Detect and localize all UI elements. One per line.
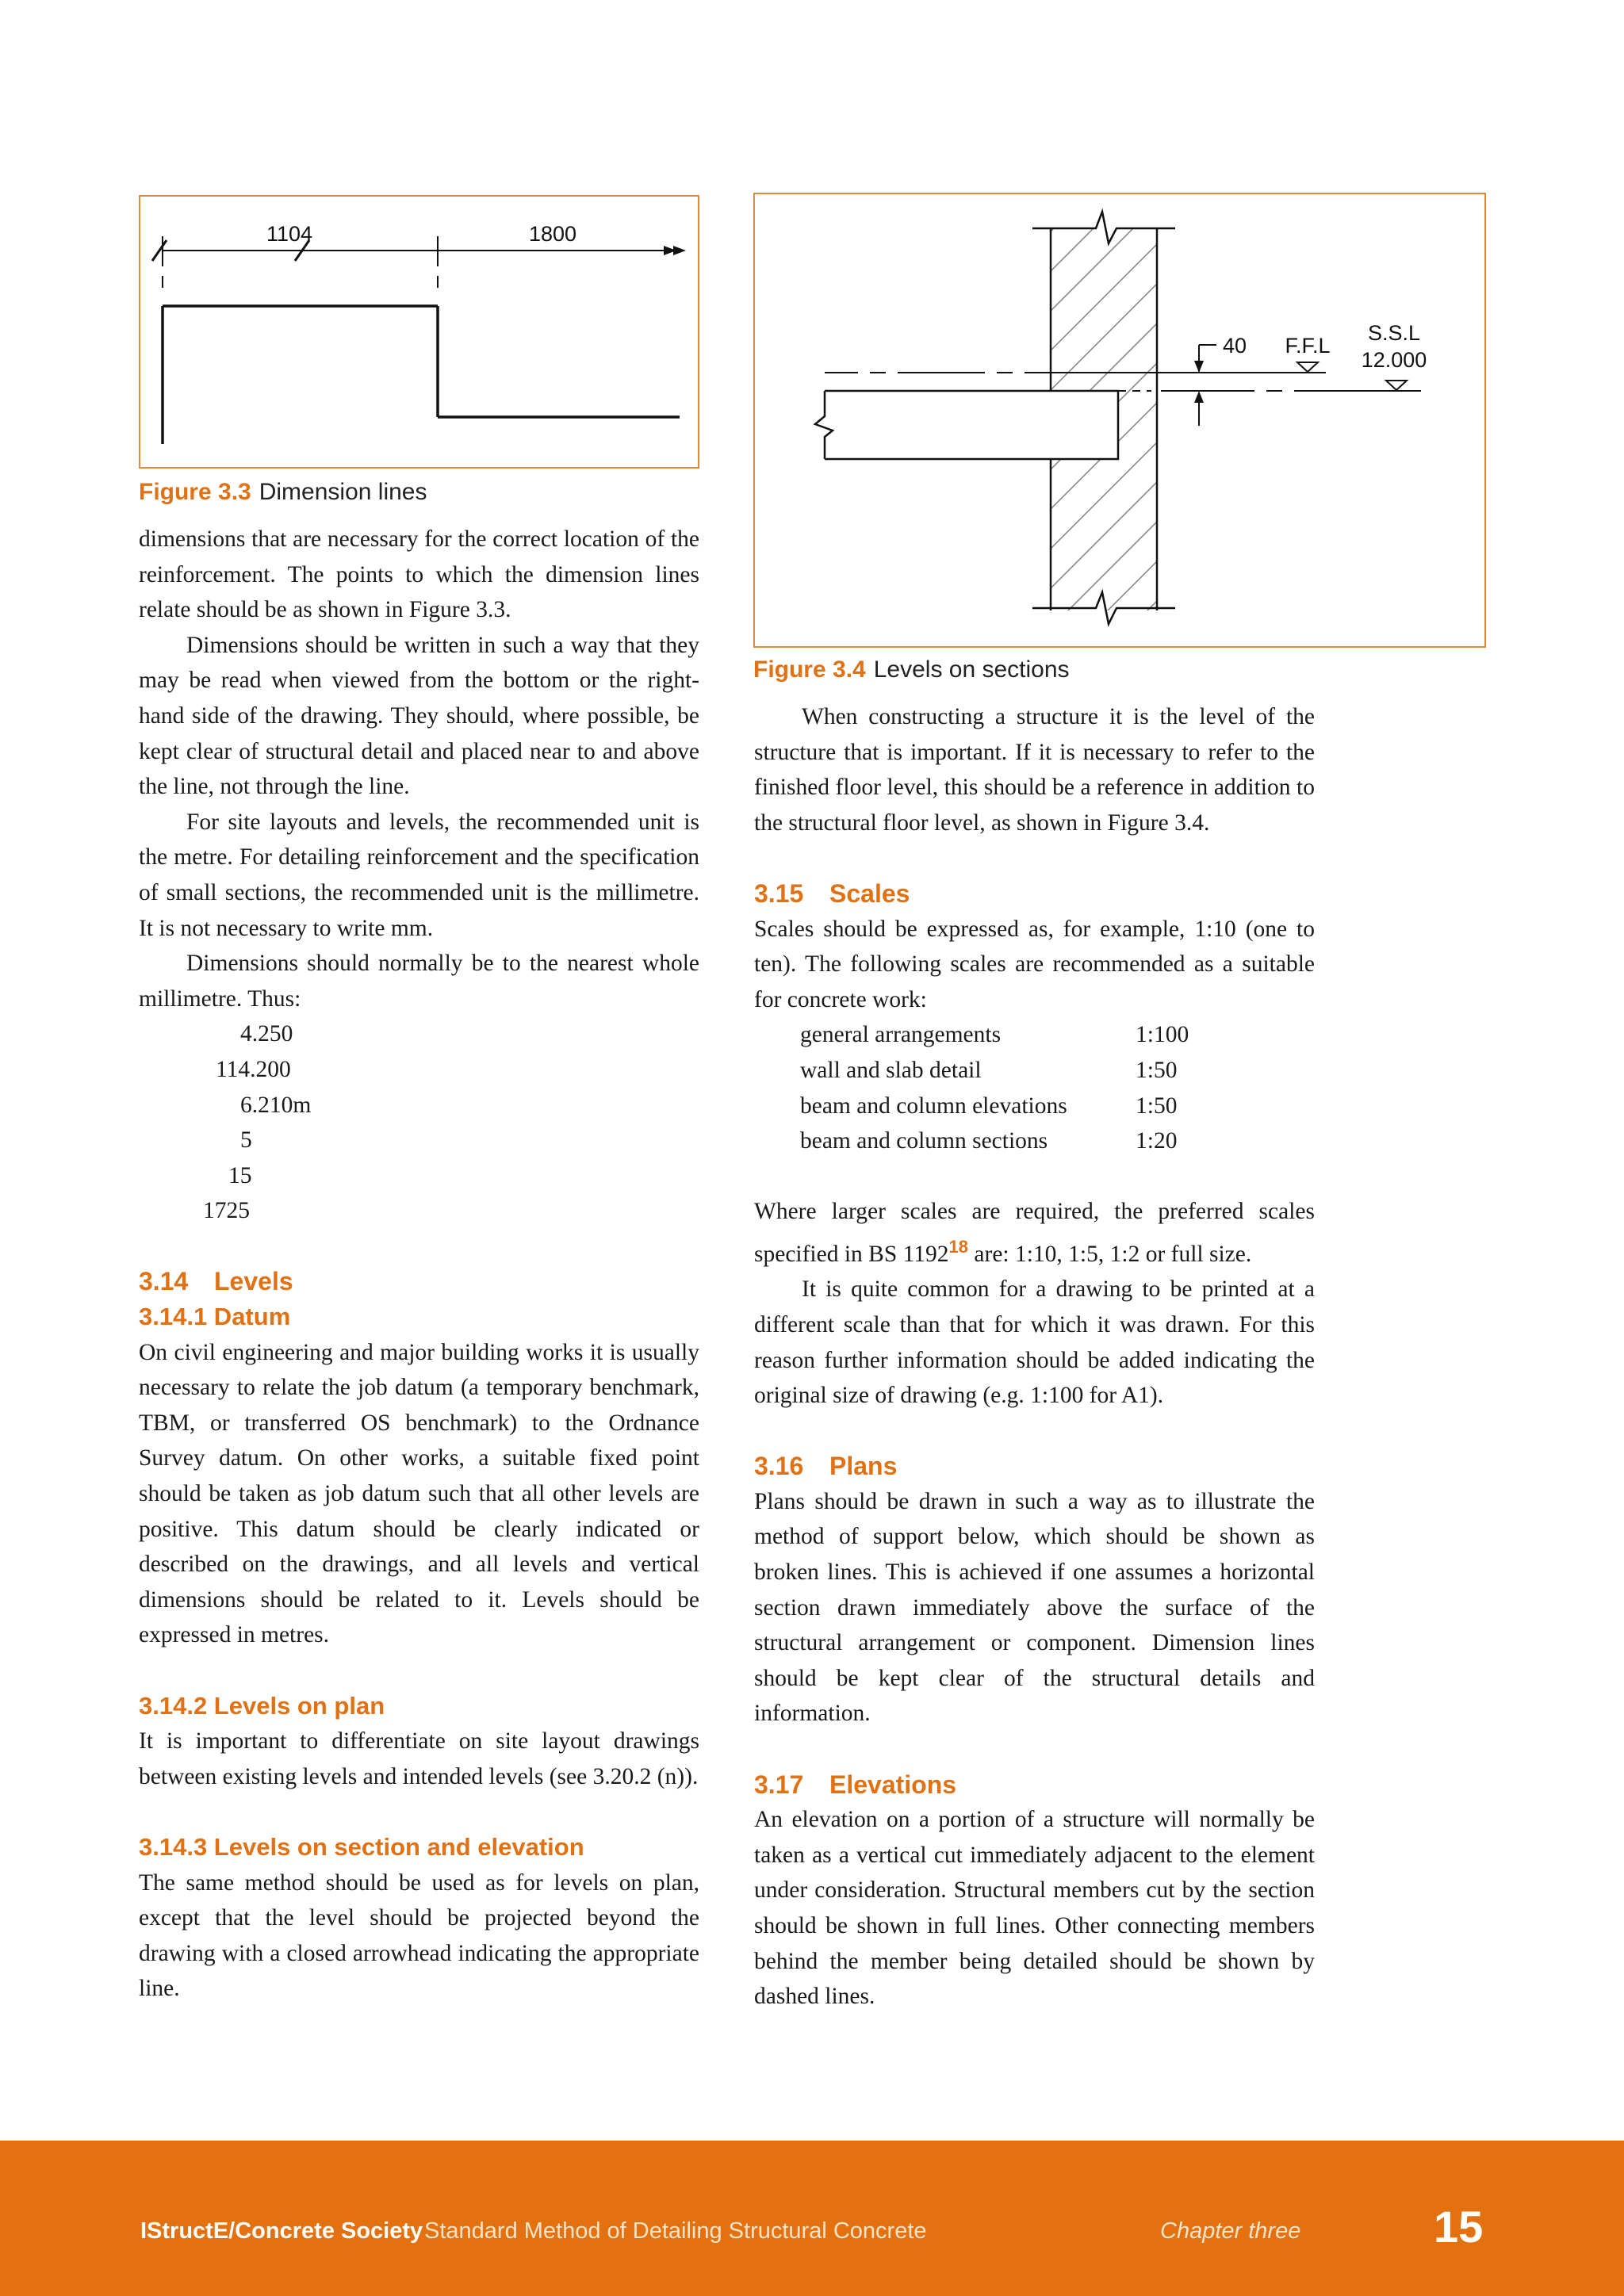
paragraph: An elevation on a portion of a structure will normally be taken as a vertical cut immediately adjacent to the element under consideration. Structural members cut by the section should be shown in full lines. Other connecting members behind the member being detailed should be shown by dashed lines. xyxy=(754,1807,1315,2010)
scale-row: wall and slab detail 1:50 xyxy=(800,1057,1178,1083)
dimension-example: 5 xyxy=(240,1127,252,1154)
paragraph: Scales should be expressed as, for example, 1:10 (one to ten). The following scales are recommended as a suitable for concrete work: xyxy=(754,916,1315,1012)
levels-on-sections-diagram xyxy=(755,194,1488,649)
paragraph: It is quite common for a drawing to be printed at a different scale than that for which it was drawn. For this reason further information should be added indicating the original size of drawing (e.g. 1:100 for A1). xyxy=(754,1276,1315,1409)
paragraph: Dimensions should normally be to the nearest whole millimetre. Thus: xyxy=(139,951,699,1012)
paragraph: The same method should be used as for levels on plan, except that the level should be projected beyond the drawing with a closed arrowhead indicating the appropriate line. xyxy=(139,1869,699,2002)
dimension-example: 15 xyxy=(228,1162,252,1188)
dim-label-1104: 1104 xyxy=(266,222,313,246)
paragraph: Plans should be drawn in such a way as to illustrate the method of support below, which should be shown as broken lines. This is achieved if one assumes a horizontal section drawn immediately above the surface of the structural arrangement or component. Dimension lines should be kept clear of the structural details and information. xyxy=(754,1488,1315,1727)
page-number: 15 xyxy=(1434,2202,1484,2252)
scales-list xyxy=(800,1017,1315,1158)
reference-link[interactable]: 18 xyxy=(948,1236,969,1257)
dimension-example: 4.250 xyxy=(240,1021,293,1047)
figure-3-4 xyxy=(753,193,1486,648)
paragraph: Dimensions should be written in such a way that they may be read when viewed from the bottom or the right-hand side of the drawing. They should, where possible, be kept clear of structural detail and placed near to and above the line, not through the line. xyxy=(139,632,699,800)
scale-row: beam and column elevations 1:50 xyxy=(800,1093,1178,1119)
scale-row: beam and column sections 1:20 xyxy=(800,1128,1178,1154)
figure-3-3-caption xyxy=(139,479,427,506)
ffl-label: F.F.L xyxy=(1285,334,1331,358)
dim-label-40: 40 xyxy=(1223,334,1247,358)
dimension-lines-diagram xyxy=(140,197,701,470)
paragraph: For site layouts and levels, the recommended unit is the metre. For detailing reinforcement and the specification of small sections, the recommended unit is the millimetre. It is not necessary to write mm. xyxy=(139,809,699,941)
scale-row: general arrangements 1:100 xyxy=(800,1022,1189,1048)
dimension-example: 6.210m xyxy=(240,1092,312,1118)
figure-3-4-caption xyxy=(753,656,1070,683)
footer-organisation: IStructE/Concrete Society xyxy=(140,2218,423,2244)
right-column xyxy=(754,699,1315,2015)
subsection-heading-3-14-3: 3.14.3 Levels on section and elevation xyxy=(139,1832,584,1861)
paragraph: On civil engineering and major building works it is usually necessary to relate the job datum (a temporary benchmark, TBM, or transferred OS benchmark) to the Ordnance Survey datum. On other works, a suitable fixed point should be taken as job datum such that all other levels are positive. This datum should be clearly indicated or described on the drawings, and all levels and vertical dimensions should be related to it. Levels should be expressed in metres. xyxy=(139,1339,699,1648)
subsection-heading-3-14-2: 3.14.2 Levels on plan xyxy=(139,1691,385,1720)
section-heading-3-16: 3.16 Plans xyxy=(754,1452,898,1481)
figure-title: Dimension lines xyxy=(259,479,427,505)
ssl-value: 12.000 xyxy=(1361,348,1427,372)
figure-number: Figure 3.4 xyxy=(753,656,866,683)
paragraph: It is important to differentiate on site layout drawings between existing levels and intended levels (see 3.20.2 (n)). xyxy=(139,1728,699,1789)
section-heading-3-15: 3.15 Scales xyxy=(754,878,910,908)
dimension-example: 114.200 xyxy=(216,1056,291,1082)
page-footer xyxy=(0,2141,1624,2296)
footer-chapter: Chapter three xyxy=(1160,2218,1301,2244)
footer-publication-title: Standard Method of Detailing Structural Concrete xyxy=(424,2218,927,2244)
figure-number: Figure 3.3 xyxy=(139,479,251,505)
left-column xyxy=(139,522,699,2007)
figure-title: Levels on sections xyxy=(873,656,1070,683)
subsection-heading-3-14-1: 3.14.1 Datum xyxy=(139,1303,291,1331)
ssl-label: S.S.L xyxy=(1367,321,1421,345)
paragraph: Where larger scales are required, the preferred scales specified in BS 1192$^{18}$ are: 1:10, 1:5, 1:2 or full size. xyxy=(754,1199,1315,1267)
dim-label-1800: 1800 xyxy=(528,222,577,246)
paragraph: When constructing a structure it is the level of the structure that is important. If it is necessary to refer to the finished floor level, this should be a reference in addition to the structural floor level, as shown in Figure 3.4. xyxy=(754,704,1315,836)
paragraph: dimensions that are necessary for the correct location of the reinforcement. The points to which the dimension lines relate should be as shown in Figure 3.3. xyxy=(139,526,699,623)
dimension-example: 1725 xyxy=(203,1198,250,1224)
dimension-examples xyxy=(139,1016,699,1229)
section-heading-3-14: 3.14 Levels xyxy=(139,1267,293,1296)
figure-3-3 xyxy=(139,195,699,469)
section-heading-3-17: 3.17 Elevations xyxy=(754,1770,957,1799)
